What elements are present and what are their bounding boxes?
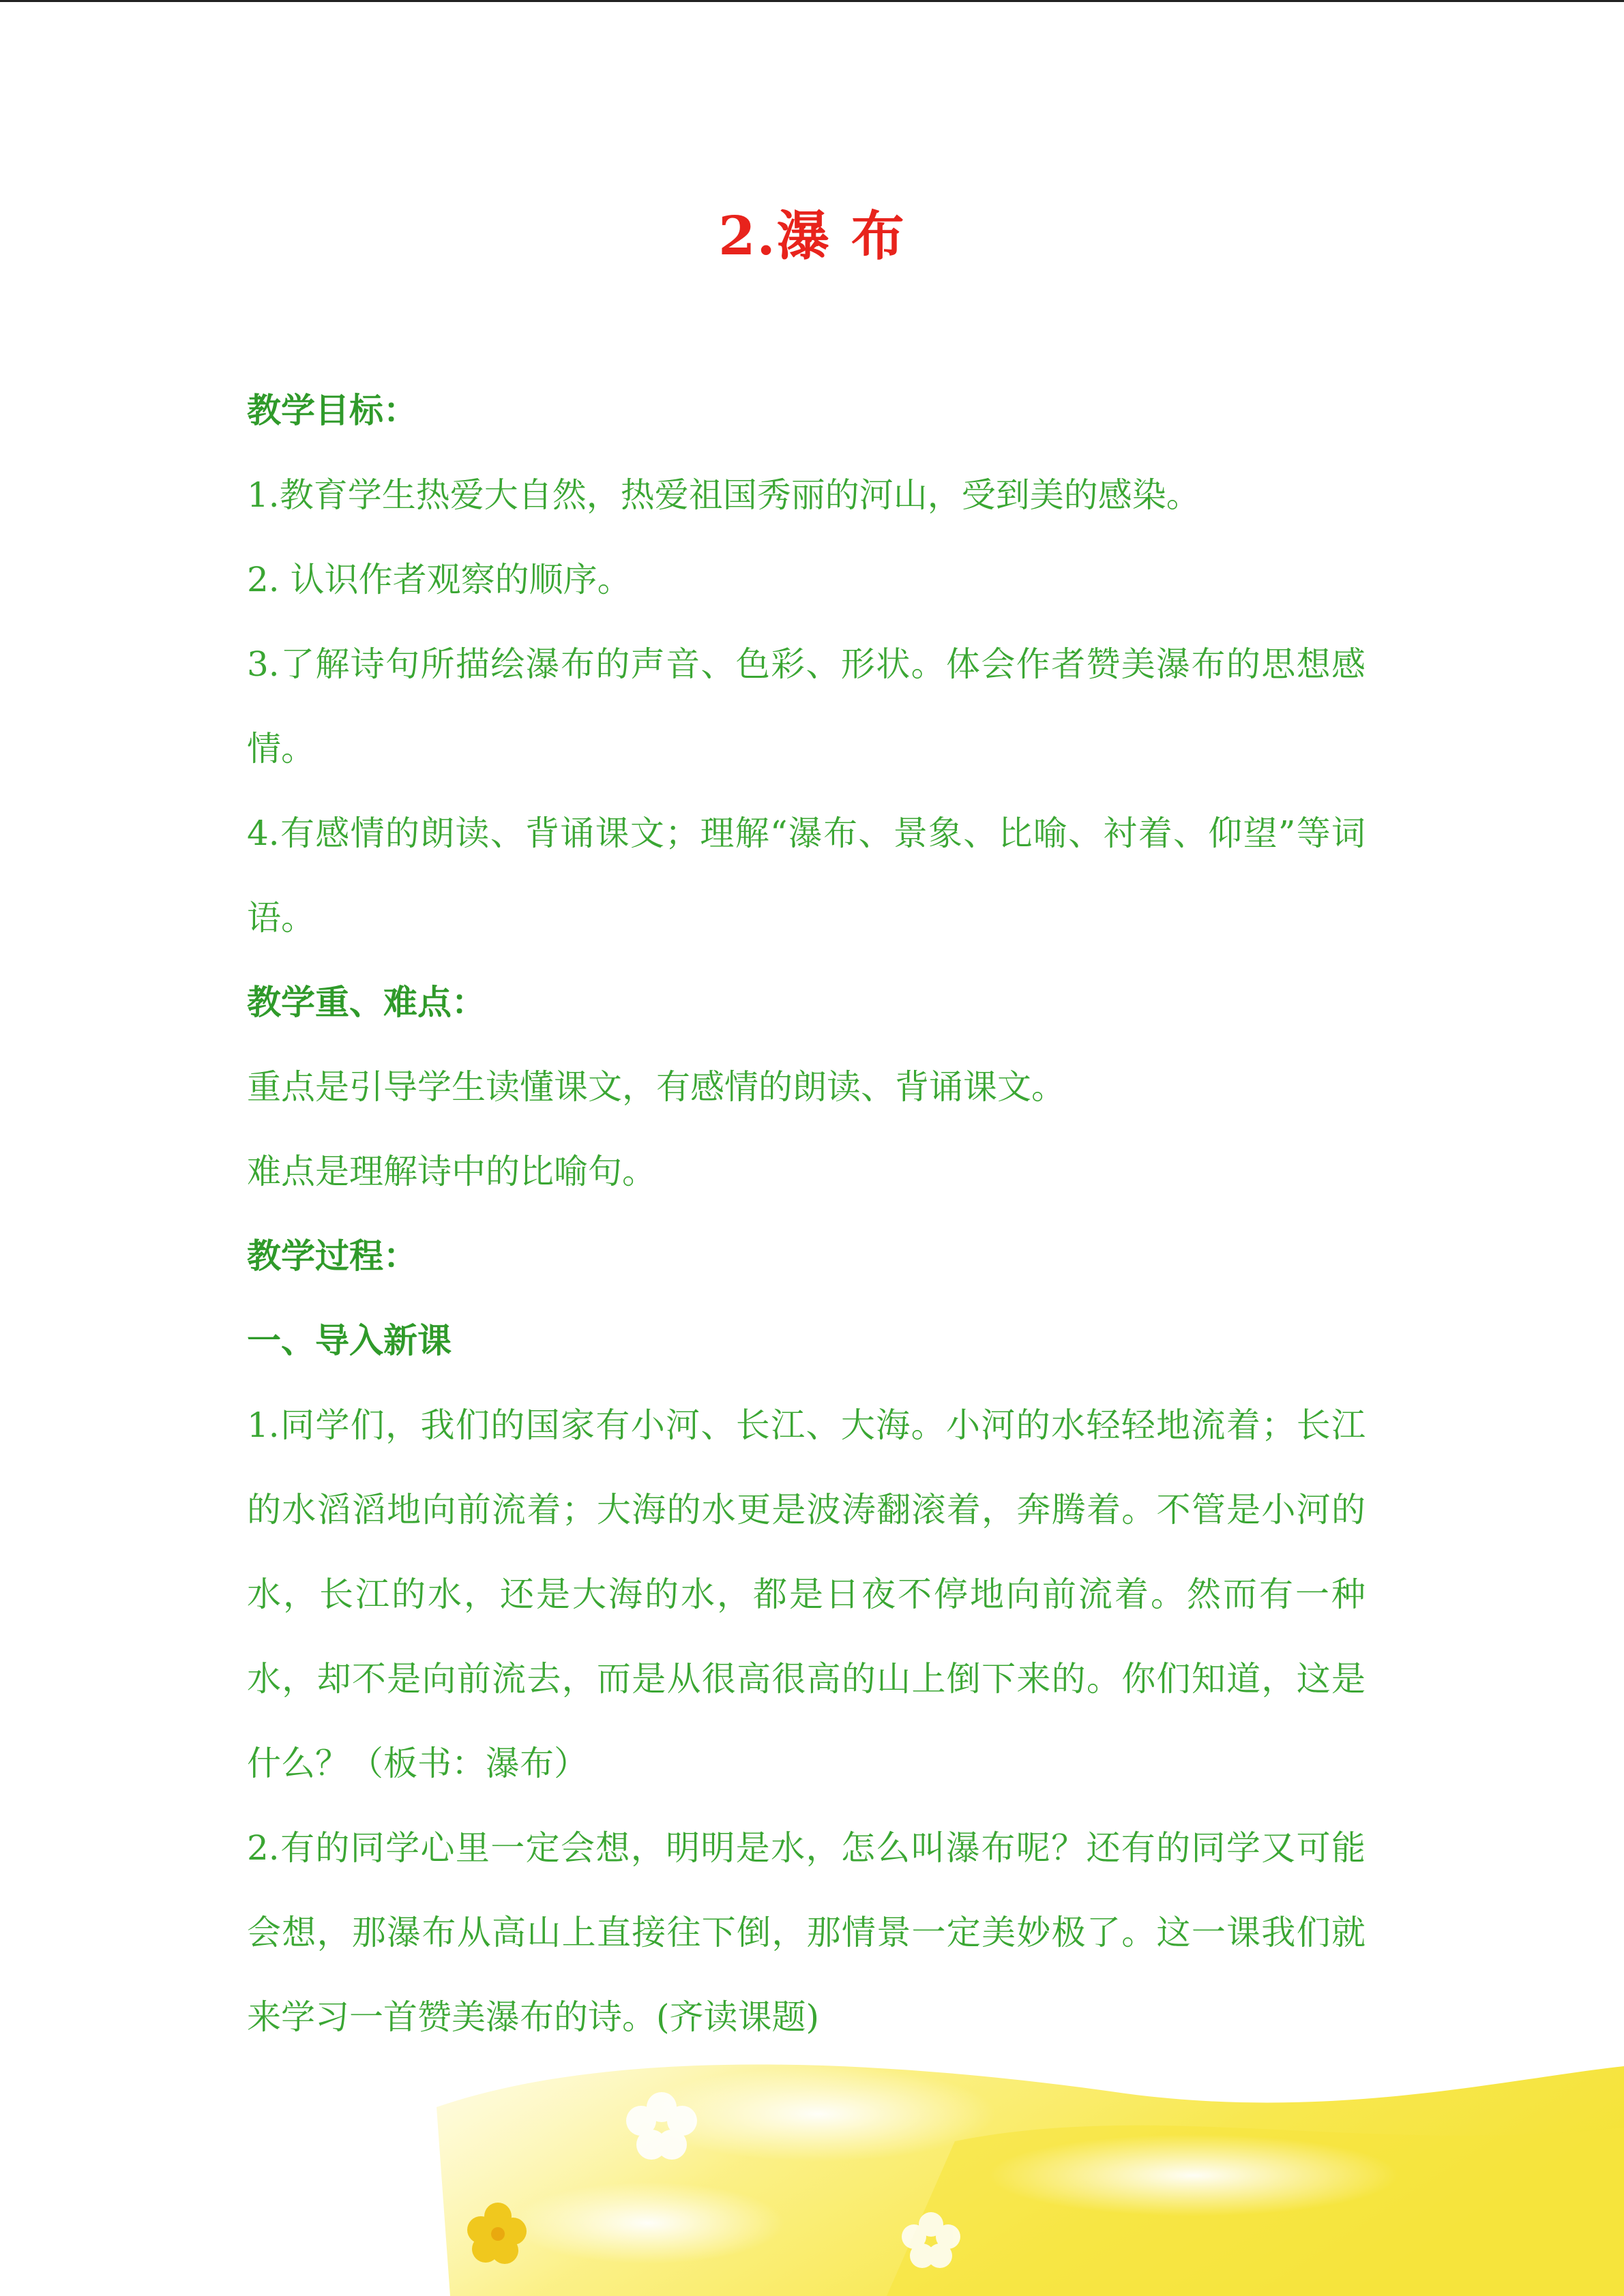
subsection-heading-intro: 一、导入新课 (247, 1321, 452, 1360)
intro-paragraph-2: 2.有的同学心里一定会想，明明是水，怎么叫瀑布呢？还有的同学又可能会想，那瀑布从高山上直接往下倒，那情景一定美妙极了。这一课我们就来学习一首赞美瀑布的诗。(齐读课题) (247, 1828, 1365, 2037)
decorative-background-art (0, 2018, 1624, 2296)
goal-item-3: 3.了解诗句所描绘瀑布的声音、色彩、形状。体会作者赞美瀑布的思想感情。 (247, 644, 1365, 769)
document-body (247, 368, 1365, 2059)
intro-paragraph-1: 1.同学们，我们的国家有小河、长江、大海。小河的水轻轻地流着；长江的水滔滔地向前流着；大海的水更是波涛翻滚着，奔腾着。不管是小河的水，长江的水，还是大海的水，都是日夜不停地向前流着。然而有一种水，却不是向前流去，而是从很高很高的山上倒下来的。你们知道，这是什么？（板书：瀑布） (247, 1405, 1365, 1783)
top-border (0, 0, 1624, 2)
difficulty-text: 难点是理解诗中的比喻句。 (247, 1152, 656, 1191)
page-title: 2.瀑 布 (718, 205, 906, 267)
goal-item-2: 2. 认识作者观察的顺序。 (247, 560, 632, 599)
goal-item-1: 1.教育学生热爱大自然，热爱祖国秀丽的河山，受到美的感染。 (247, 475, 1200, 515)
goal-item-4: 4.有感情的朗读、背诵课文；理解“瀑布、景象、比喻、衬着、仰望”等词语。 (247, 814, 1365, 938)
section-heading-goals: 教学目标： (247, 391, 417, 430)
section-heading-process: 教学过程： (247, 1236, 417, 1276)
keypoint-text: 重点是引导学生读懂课文，有感情的朗读、背诵课文。 (247, 1067, 1065, 1107)
section-heading-keypoints: 教学重、难点： (247, 983, 486, 1022)
